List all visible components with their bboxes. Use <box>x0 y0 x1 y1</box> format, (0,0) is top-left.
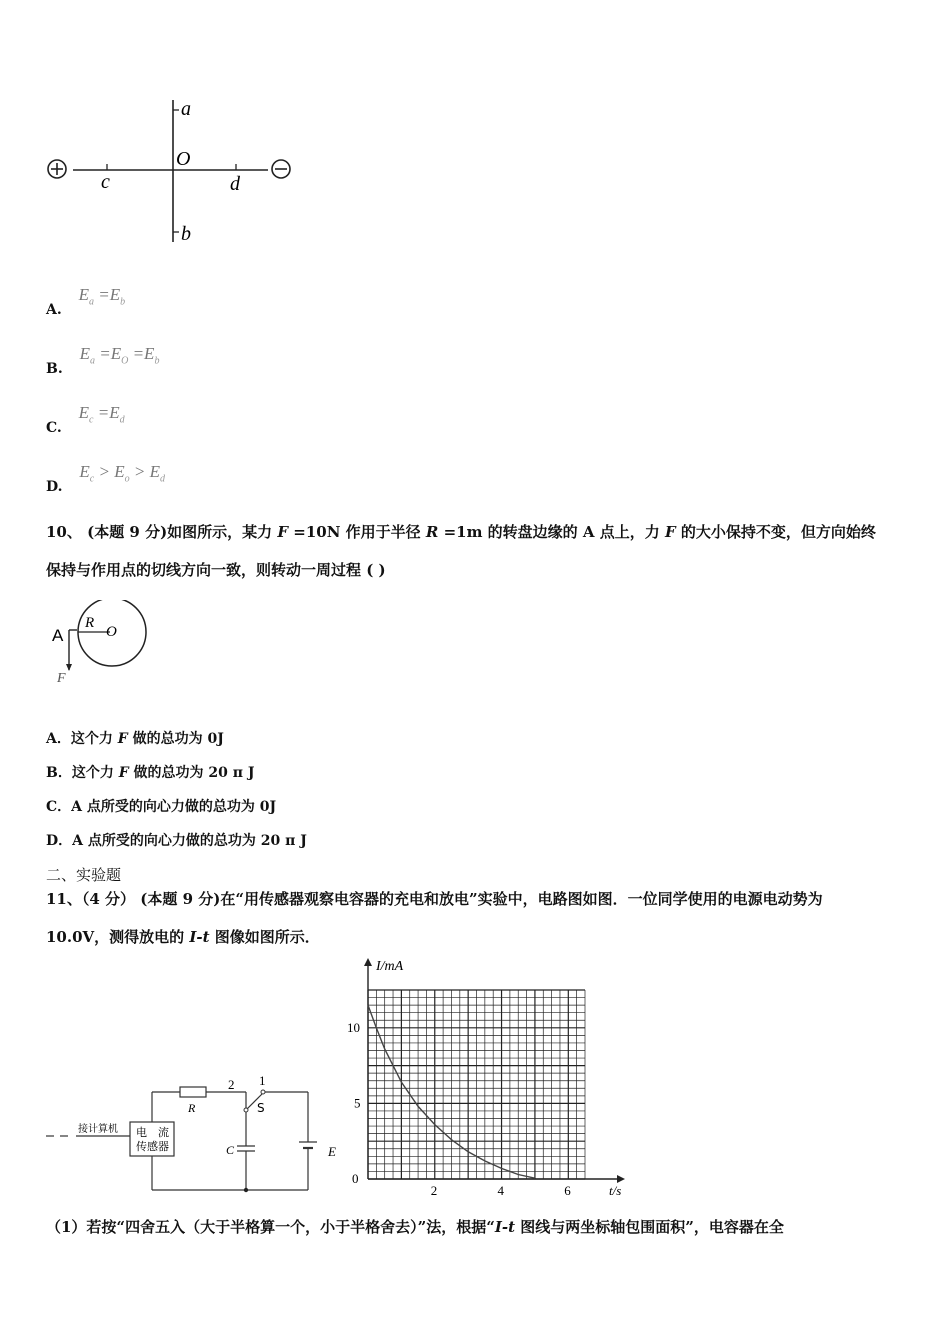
label-b: b <box>181 223 191 245</box>
x-tick-label: 2 <box>430 1183 438 1198</box>
option-expression: $E_c =E_d$ <box>78 403 125 426</box>
label-R: R <box>85 615 95 631</box>
origin-label: 0 <box>352 1171 359 1186</box>
label-A: A <box>52 626 64 645</box>
y-tick-label: 5 <box>354 1095 361 1111</box>
option-expression: $E_c > E_o > E_d$ <box>79 462 165 485</box>
label-2: 2 <box>228 1077 235 1092</box>
label-c: c <box>101 171 110 193</box>
q9-option-d[interactable] <box>46 462 165 495</box>
junction-dot <box>244 1188 248 1192</box>
section-title: 二、实验题 <box>46 866 122 884</box>
chart-grid <box>368 990 585 1179</box>
label-d: d <box>230 173 240 195</box>
y-tick-label: 10 <box>347 1019 360 1035</box>
q10-option-b[interactable]: B．这个力 F 做的总功为 20 π J <box>46 765 255 781</box>
q10-option-a[interactable]: A．这个力 F 做的总功为 0J <box>46 731 224 747</box>
x-axis-label: t/s <box>609 1183 622 1198</box>
q10-option-d[interactable]: D．A 点所受的向心力做的总功为 20 π J <box>46 833 307 849</box>
label-a: a <box>181 98 191 120</box>
label-O: O <box>176 148 191 170</box>
q10-stem-line2: 保持与作用点的切线方向一致，则转动一周过程 ( ) <box>46 561 386 579</box>
q11-stem-line2: 10.0V，测得放电的 I-t 图像如图所示． <box>46 928 320 946</box>
circuit-diagram <box>44 1070 354 1200</box>
q9-option-b[interactable] <box>46 344 160 377</box>
x-tick-label: 6 <box>564 1183 571 1198</box>
option-expression: $E_a =E_O =E_b$ <box>79 344 160 367</box>
q9-option-c[interactable] <box>46 403 125 436</box>
q10-option-c[interactable]: C．A 点所受的向心力做的总功为 0J <box>46 799 277 815</box>
option-letter: B. <box>46 361 63 377</box>
label-1: 1 <box>259 1073 266 1088</box>
label-E: E <box>328 1144 336 1159</box>
it-chart <box>335 955 635 1200</box>
sensor-label-line1: 电 流 <box>136 1126 169 1139</box>
option-letter: A. <box>46 302 62 318</box>
computer-label: 接计算机 <box>78 1124 118 1135</box>
x-axis-arrow-icon <box>617 1175 625 1183</box>
chart-marks <box>347 958 625 1198</box>
label-S: S <box>257 1101 265 1115</box>
label-F: F <box>57 671 66 686</box>
resistor <box>180 1087 206 1097</box>
y-axis-arrow-icon <box>364 958 372 966</box>
q11-stem-line1: 11、（4 分） (本题 9 分)在“用传感器观察电容器的充电和放电”实验中，电路图如图．一位同学使用的电源电动势为 <box>46 890 823 908</box>
label-O: O <box>106 624 117 640</box>
q10-disk-figure <box>48 600 158 690</box>
q9-field-figure <box>40 95 300 250</box>
option-letter: D. <box>46 479 63 495</box>
label-R: R <box>188 1101 196 1115</box>
q10-stem-line1: 10、 (本题 9 分)如图所示，某力 F =10N 作用于半径 R =1m 的转盘边缘的 A 点上，力 F 的大小保持不变，但方向始终 <box>46 523 876 541</box>
y-axis-label: I/mA <box>376 959 404 974</box>
force-arrowhead-icon <box>66 664 72 671</box>
sensor-label-line2: 传感器 <box>136 1140 169 1153</box>
option-expression: $E_a =E_b$ <box>78 285 126 308</box>
q11-sub1-line1: （1）若按“四舍五入（大于半格算一个，小于半格舍去）”法，根据“I-t 图线与两坐标轴包围面积”，电容器在全 <box>46 1218 784 1236</box>
x-tick-label: 4 <box>497 1183 505 1198</box>
label-C: C <box>226 1143 235 1157</box>
option-letter: C. <box>46 420 62 436</box>
q9-option-a[interactable] <box>46 285 126 318</box>
